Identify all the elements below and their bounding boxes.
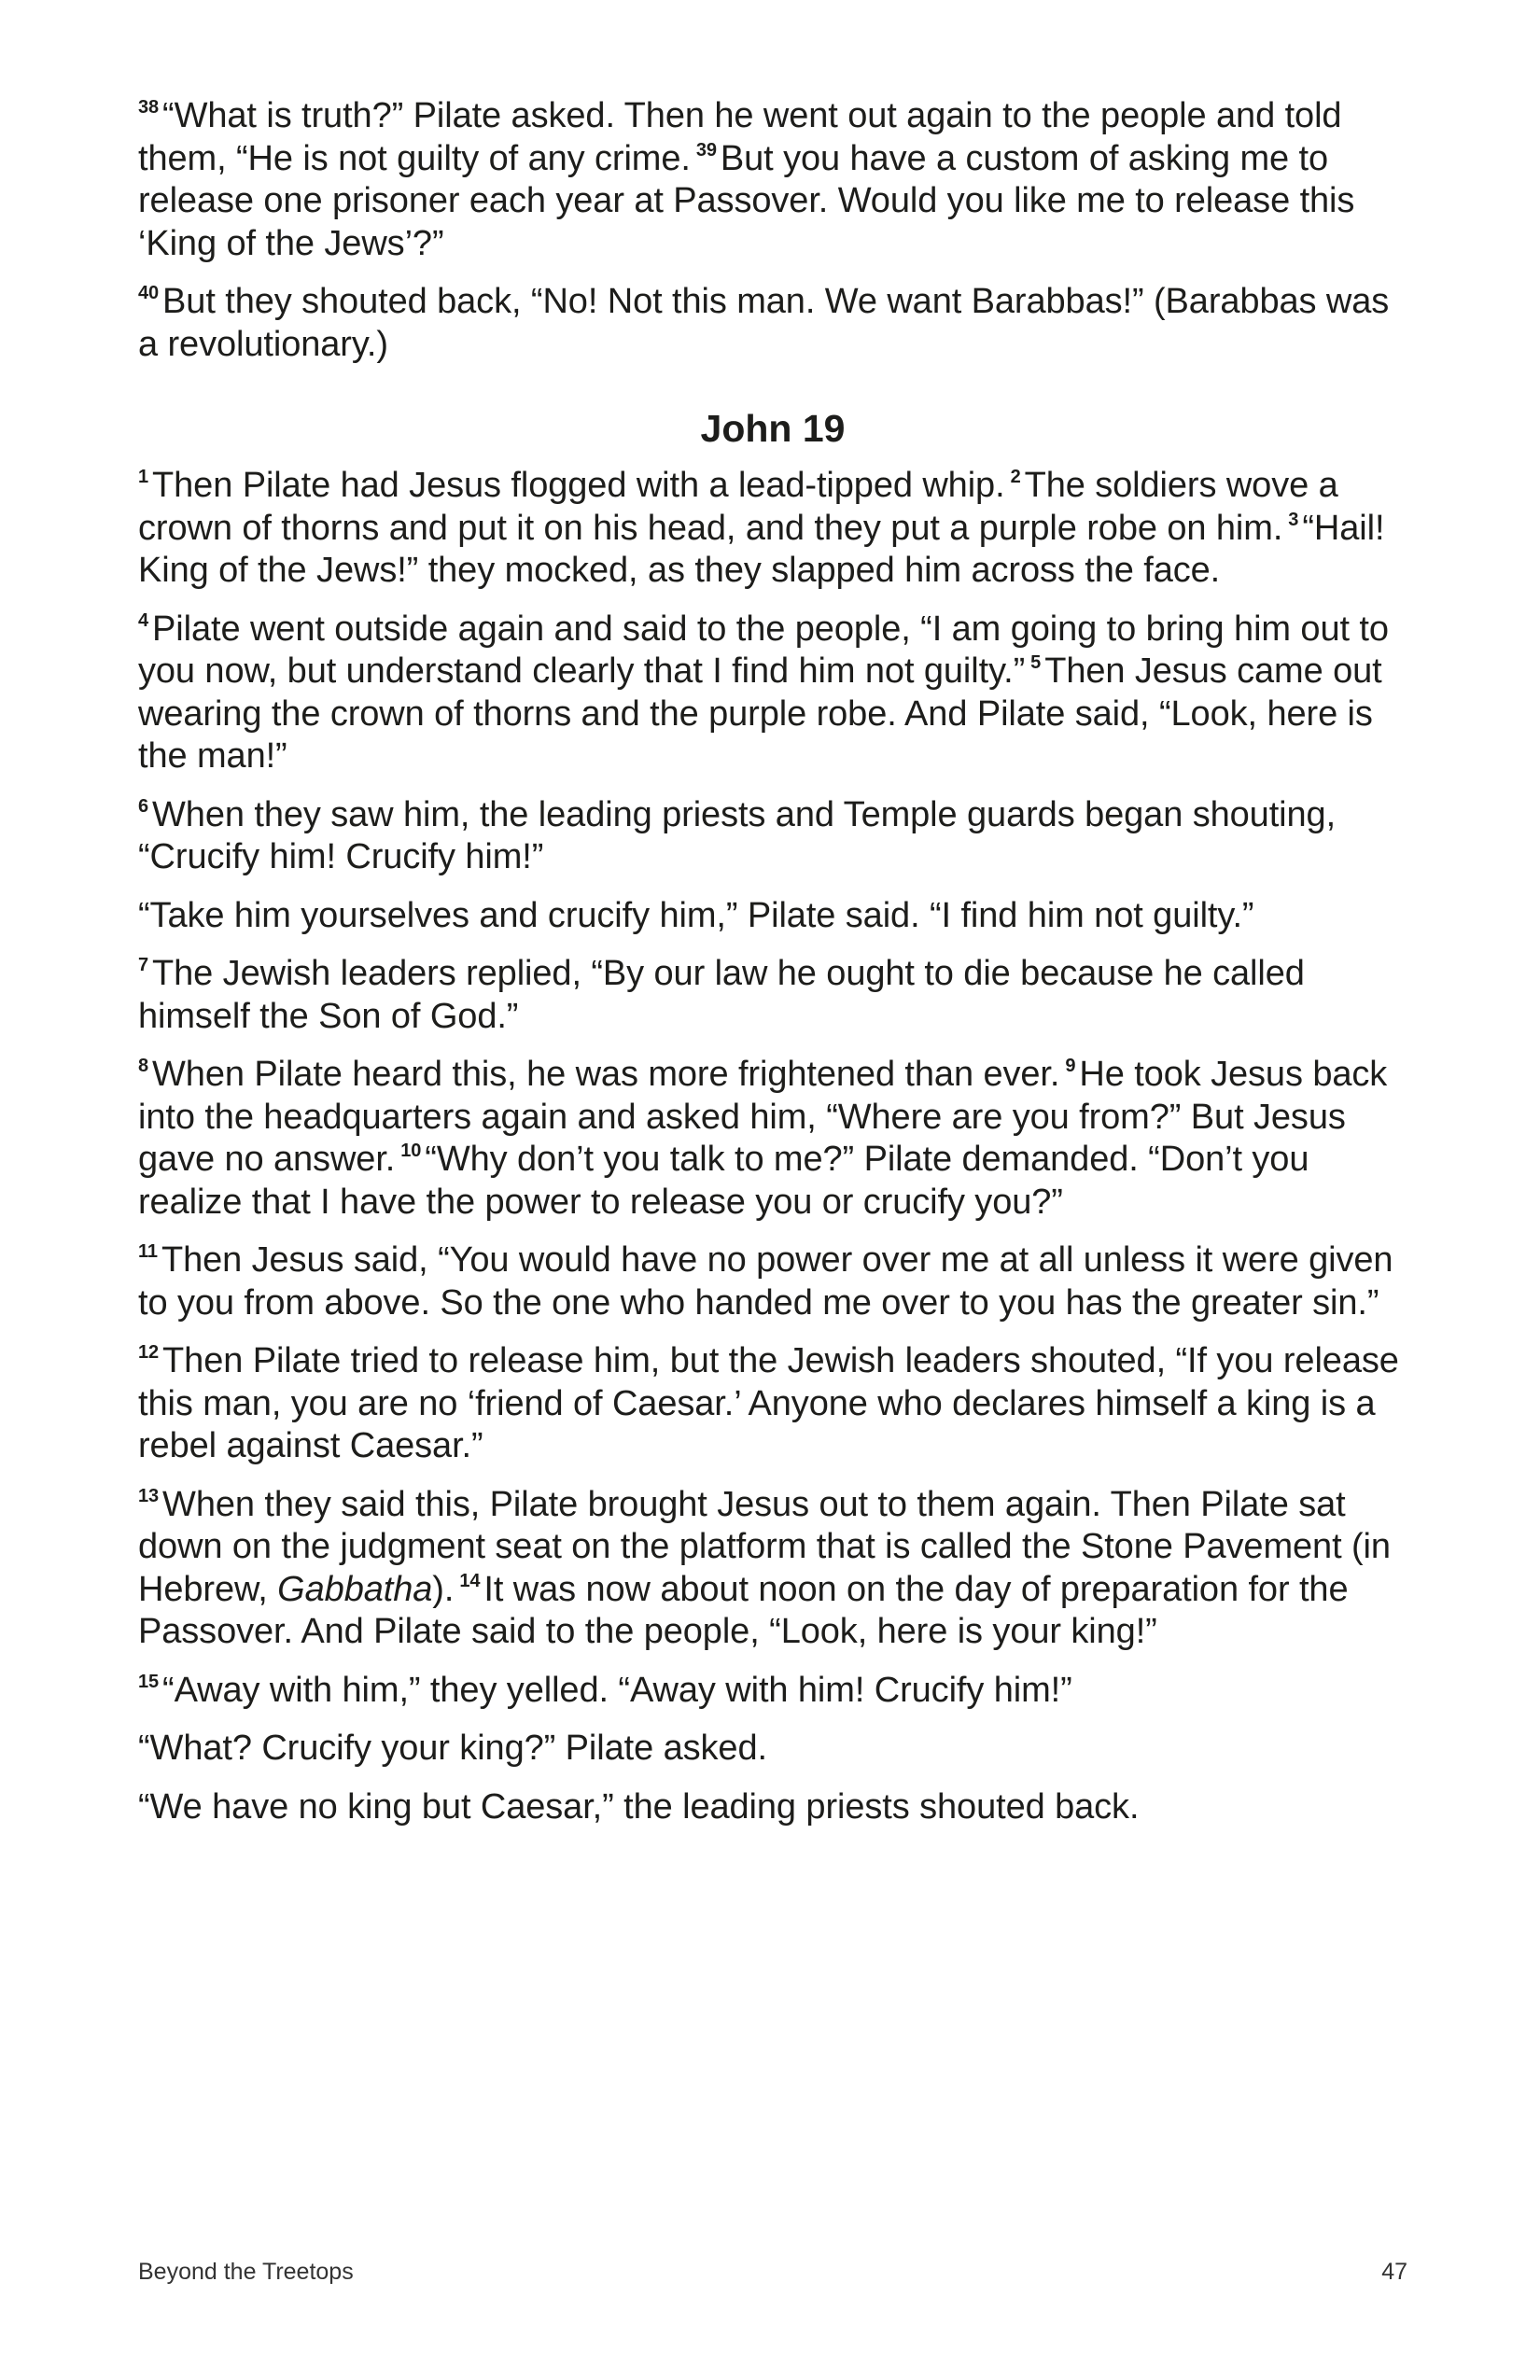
verse-number: 13: [138, 1485, 160, 1506]
paragraph: [138, 1670, 1407, 1713]
chapter-heading: John 19: [700, 407, 846, 450]
verse-number: 38: [138, 97, 160, 118]
paragraph: [138, 465, 1407, 593]
verse-text: But you have a custom of asking me to release one prisoner each year at Passover. Would you like me to release this ‘King of the Jews’?”: [138, 138, 1355, 263]
verse-text: When they saw him, the leading priests and Temple guards began shouting, “Crucify him! Crucify him!”: [138, 794, 1337, 876]
footer-book-title: Beyond the Treetops: [138, 2259, 354, 2285]
paragraph: [138, 1054, 1407, 1224]
verse-text: “Take him yourselves and crucify him,” Pilate said. “I find him not guilty.”: [138, 895, 1254, 935]
paragraph: [138, 609, 1407, 778]
paragraph: [138, 1728, 1407, 1771]
verse-text: “Hail! King of the Jews!” they mocked, as they slapped him across the face.: [138, 508, 1385, 590]
page-body: [138, 95, 1407, 1844]
verse-number: 12: [138, 1342, 160, 1363]
verse-number: 4: [138, 609, 149, 631]
verse-text: Then Jesus came out wearing the crown of thorns and the purple robe. And Pilate said, “Look, here is the man!”: [138, 651, 1382, 776]
verse-text: “What? Crucify your king?” Pilate asked.: [138, 1729, 767, 1768]
paragraph: [138, 1340, 1407, 1468]
verse-text: But they shouted back, “No! Not this man. We want Barabbas!” (Barabbas was a revolutionary.): [138, 282, 1390, 364]
verse-text-after: ).: [432, 1569, 455, 1609]
verse-text: When Pilate heard this, he was more frightened than ever.: [152, 1055, 1060, 1094]
verse-text: Then Jesus said, “You would have no power over me at all unless it were given to you from above. So the one who handed me over to you has the greater sin.”: [138, 1240, 1393, 1323]
paragraph: [138, 281, 1407, 366]
verse-text: “Away with him,” they yelled. “Away with him! Crucify him!”: [162, 1670, 1072, 1710]
verse-number: 3: [1288, 509, 1299, 530]
paragraph: [138, 1786, 1407, 1829]
footer-page-number: 47: [1381, 2259, 1407, 2285]
paragraph: [138, 953, 1407, 1038]
verse-number: 10: [400, 1141, 422, 1161]
verse-text: Then Pilate had Jesus flogged with a lead-tipped whip.: [152, 466, 1005, 505]
verse-number: 9: [1065, 1056, 1076, 1076]
verse-number: 14: [459, 1570, 481, 1591]
verse-text: Then Pilate tried to release him, but the Jewish leaders shouted, “If you release this man, you are no ‘friend of Caesar.’ Anyone who declares himself a king is a rebel against Caesar.”: [138, 1341, 1399, 1465]
passage-chapter-19: [138, 465, 1407, 1828]
paragraph: [138, 895, 1407, 938]
verse-number: 6: [138, 795, 149, 817]
paragraph: [138, 1484, 1407, 1654]
verse-text: “Why don’t you talk to me?” Pilate demanded. “Don’t you realize that I have the power to release you or crucify you?”: [138, 1140, 1309, 1222]
paragraph: [138, 95, 1407, 265]
verse-text: The Jewish leaders replied, “By our law he ought to die because he called himself the Son of God.”: [138, 954, 1305, 1036]
verse-number: 1: [138, 467, 149, 487]
hebrew-term: Gabbatha: [277, 1569, 433, 1609]
paragraph: [138, 794, 1407, 879]
verse-number: 5: [1030, 652, 1042, 673]
verse-text: “We have no king but Caesar,” the leading priests shouted back.: [138, 1786, 1140, 1827]
verse-text: It was now about noon on the day of preparation for the Passover. And Pilate said to the people, “Look, here is your king!”: [138, 1569, 1349, 1651]
passage-before-chapter: [138, 95, 1407, 366]
verse-number: 8: [138, 1056, 149, 1076]
verse-text: When they said this, Pilate brought Jesus out to them again. Then Pilate sat down on the judgment seat on the platform that is called the Stone Pavement (in Hebrew,: [138, 1484, 1391, 1609]
verse-number: 39: [695, 139, 717, 161]
verse-number: 7: [138, 955, 149, 975]
verse-text: “What is truth?” Pilate asked. Then he went out again to the people and told them, “He is not guilty of any crime.: [138, 96, 1342, 178]
verse-text: He took Jesus back into the headquarters again and asked him, “Where are you from?” But Jesus gave no answer.: [138, 1055, 1388, 1179]
verse-text: Pilate went outside again and said to the people, “I am going to bring him out to you now, but understand clearly that I find him not guilty.”: [138, 609, 1389, 691]
verse-number: 2: [1010, 467, 1021, 487]
verse-number: 11: [138, 1241, 158, 1262]
verse-number: 15: [138, 1671, 160, 1692]
verse-number: 40: [138, 283, 160, 303]
paragraph: [138, 1239, 1407, 1324]
verse-text: The soldiers wove a crown of thorns and put it on his head, and they put a purple robe on him.: [138, 466, 1338, 548]
